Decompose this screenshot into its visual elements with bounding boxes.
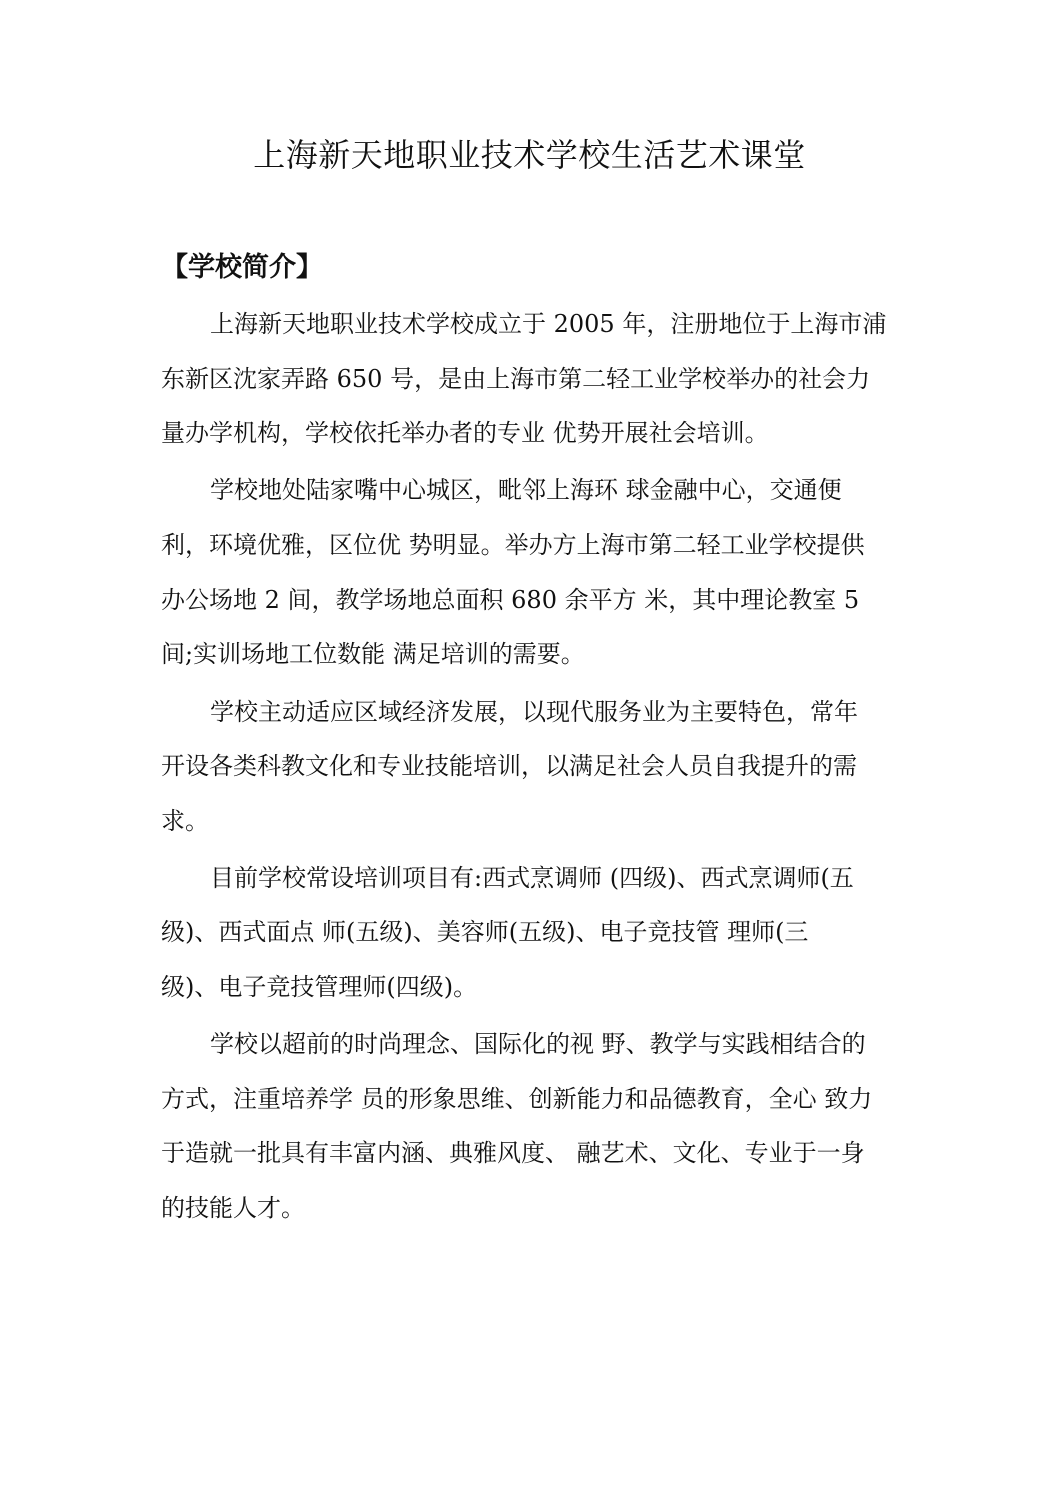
paragraph-line: 方式，注重培养学 员的形象思维、创新能力和品德教育，全心 致力 [161, 1085, 873, 1113]
paragraph-line: 的技能人才。 [161, 1194, 305, 1222]
page-title: 上海新天地职业技术学校生活艺术课堂 [253, 136, 806, 174]
paragraph-line: 东新区沈家弄路 650 号，是由上海市第二轻工业学校举办的社会力 [161, 365, 871, 393]
paragraph-line: 于造就一批具有丰富内涵、典雅风度、 融艺术、文化、专业于一身 [161, 1139, 865, 1167]
paragraph-line: 级)、电子竞技管理师(四级)。 [161, 973, 478, 1001]
paragraph-line: 开设各类科教文化和专业技能培训，以满足社会人员自我提升的需 [161, 752, 857, 780]
paragraph-line: 上海新天地职业技术学校成立于 2005 年，注册地位于上海市浦 [210, 310, 887, 338]
paragraph-line: 学校以超前的时尚理念、国际化的视 野、教学与实践相结合的 [210, 1030, 866, 1058]
paragraph-line: 学校主动适应区域经济发展，以现代服务业为主要特色，常年 [210, 698, 858, 726]
paragraph-line: 间;实训场地工位数能 满足培训的需要。 [161, 640, 585, 668]
paragraph-line: 量办学机构，学校依托举办者的专业 优势开展社会培训。 [161, 419, 769, 447]
paragraph-line: 级)、西式面点 师(五级)、美容师(五级)、电子竞技管 理师(三 [161, 918, 809, 946]
paragraph-line: 办公场地 2 间，教学场地总面积 680 余平方 米，其中理论教室 5 [161, 586, 860, 614]
paragraph-line: 学校地处陆家嘴中心城区，毗邻上海环 球金融中心，交通便 [210, 476, 842, 504]
paragraph-line: 求。 [161, 807, 209, 835]
section-heading: 【学校简介】 [161, 252, 323, 283]
paragraph-line: 利，环境优雅，区位优 势明显。举办方上海市第二轻工业学校提供 [161, 531, 865, 559]
paragraph-line: 目前学校常设培训项目有:西式烹调师 (四级)、西式烹调师(五 [210, 864, 854, 892]
